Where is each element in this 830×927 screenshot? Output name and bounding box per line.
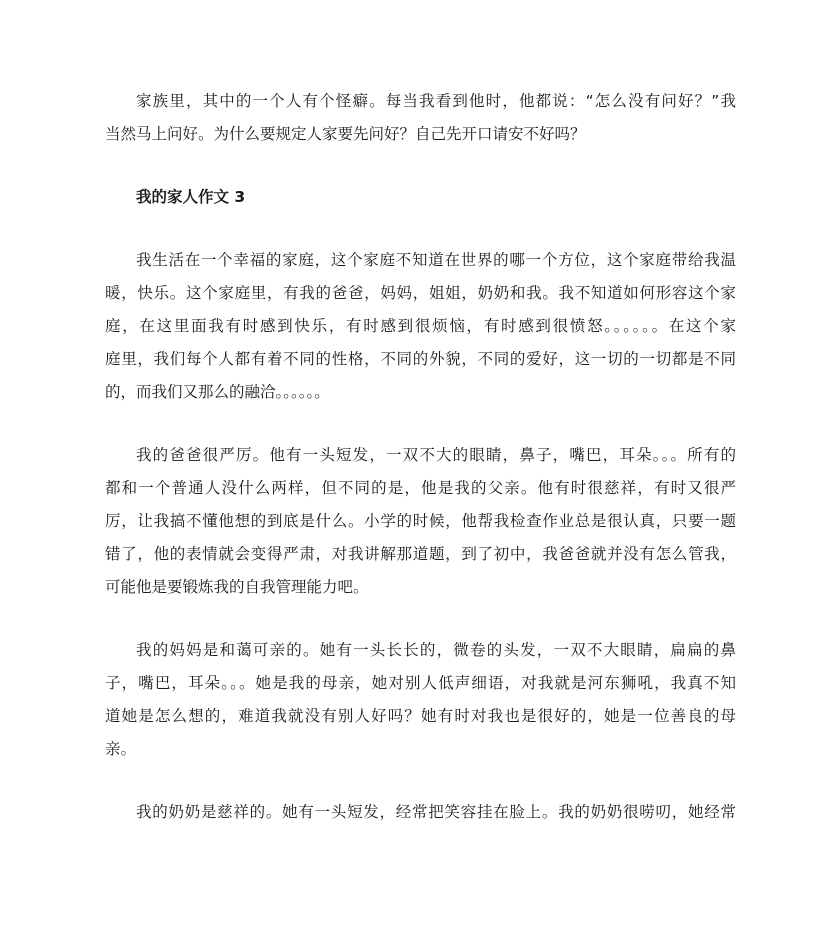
text-line: 可能他是要锻炼我的自我管理能力吧。 (105, 578, 369, 596)
text-line: 暖，快乐。这个家庭里，有我的爸爸，妈妈，姐姐，奶奶和我。我不知道如何形容这个家 (105, 284, 736, 302)
text-line: 我生活在一个幸福的家庭，这个家庭不知道在世界的哪一个方位，这个家庭带给我温 (136, 251, 736, 269)
text-line: 亲。 (105, 740, 137, 758)
text-line: 庭，在这里面我有时感到快乐，有时感到很烦恼，有时感到很愤怒。。。。。。在这个家 (105, 317, 736, 335)
text-line: 错了，他的表情就会变得严肃，对我讲解那道题，到了初中，我爸爸就并没有怎么管我， (105, 545, 736, 563)
text-line: 我的奶奶是慈祥的。她有一头短发，经常把笑容挂在脸上。我的奶奶很唠叨，她经常 (136, 803, 736, 821)
paragraph-father (105, 439, 736, 604)
text-line: 当然马上问好。为什么要规定人家要先问好？自己先开口请安不好吗？ (105, 125, 586, 143)
text-line: 我的妈妈是和蔼可亲的。她有一头长长的，微卷的头发，一双不大眼睛，扁扁的鼻 (136, 641, 736, 659)
text-line: 庭里，我们每个人都有着不同的性格，不同的外貌，不同的爱好，这一切的一切都是不同 (105, 350, 736, 368)
text-line: 厉，让我搞不懂他想的到底是什么。小学的时候，他帮我检查作业总是很认真，只要一题 (105, 512, 736, 530)
text-line: 家族里，其中的一个人有个怪癖。每当我看到他时，他都说：“怎么没有问好？”我 (136, 92, 736, 110)
section-heading: 我的家人作文 3 (136, 188, 246, 206)
paragraph-grandmother (105, 796, 736, 829)
text-line: 都和一个普通人没什么两样，但不同的是，他是我的父亲。他有时很慈祥，有时又很严 (105, 479, 736, 497)
document-page (105, 85, 736, 859)
text-line: 道她是怎么想的，难道我就没有别人好吗？她有时对我也是很好的，她是一位善良的母 (105, 707, 736, 725)
paragraph-family (105, 244, 736, 409)
paragraph-intro (105, 85, 736, 151)
text-line: 子，嘴巴，耳朵。。。她是我的母亲，她对别人低声细语，对我就是河东狮吼，我真不知 (105, 674, 736, 692)
text-line: 的，而我们又那么的融洽。。。。。。 (105, 383, 330, 401)
paragraph-mother (105, 634, 736, 766)
text-line: 我的爸爸很严厉。他有一头短发，一双不大的眼睛，鼻子，嘴巴，耳朵。。。所有的 (136, 446, 736, 464)
